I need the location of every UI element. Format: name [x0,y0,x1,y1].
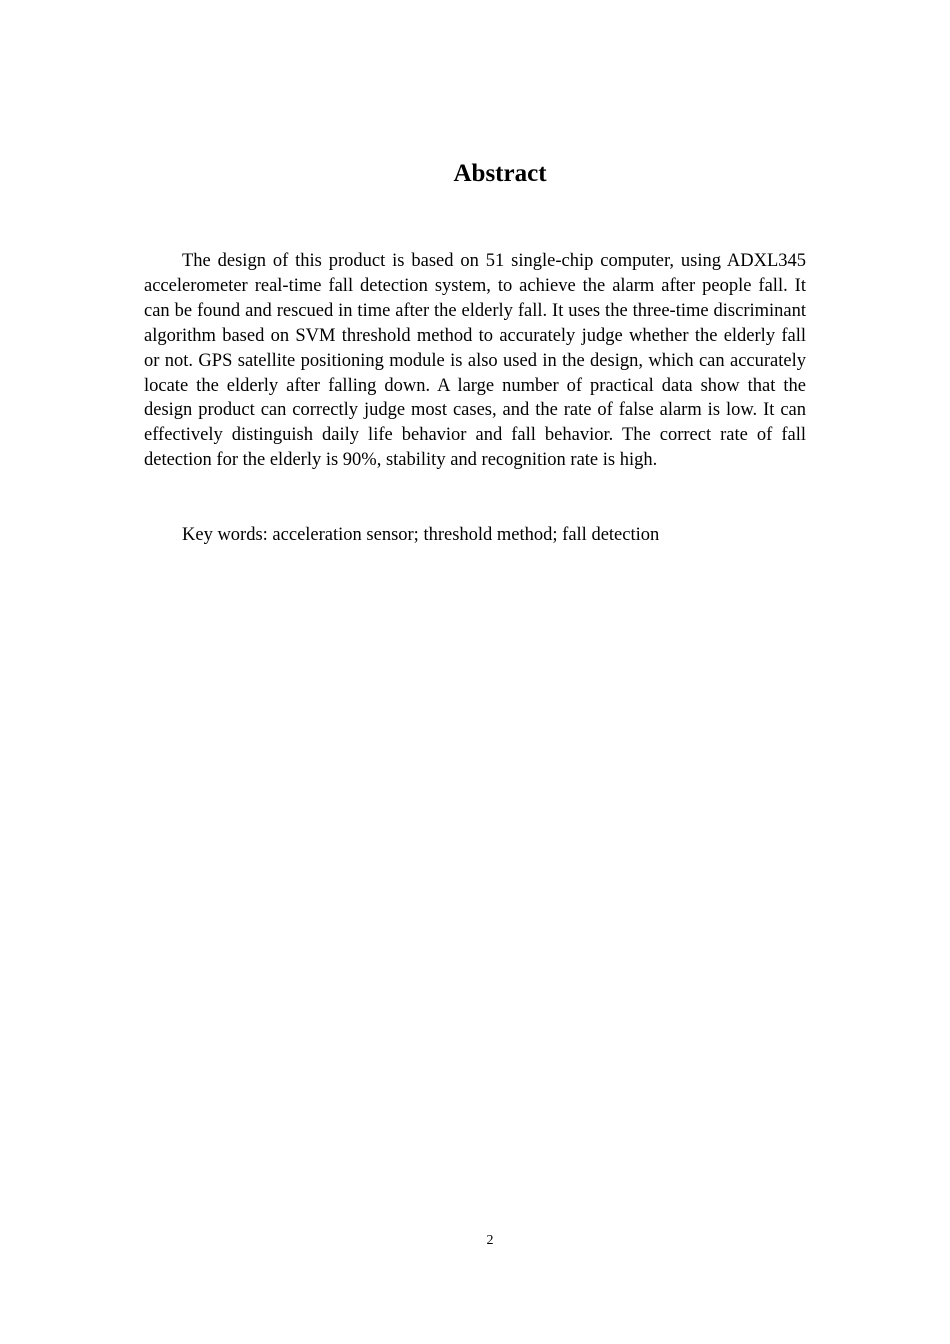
abstract-paragraph: The design of this product is based on 51 single-chip computer, using ADXL345 accelerometer real-time fall detection system, to achieve the alarm after people fall. It can be found and rescued in time after the elderly fall. It uses the three-time discriminant algorithm based on SVM threshold method to accurately judge whether the elderly fall or not. GPS satellite positioning module is also used in the design, which can accurately locate the elderly after falling down. A large number of practical data show that the design product can correctly judge most cases, and the rate of false alarm is low. It can effectively distinguish daily life behavior and fall behavior. The correct rate of fall detection for the elderly is 90%, stability and recognition rate is high. [144,251,806,471]
keywords-line: Key words: acceleration sensor; threshold method; fall detection [182,525,660,545]
page-number: 2 [486,1233,494,1248]
page-title: Abstract [453,160,547,187]
